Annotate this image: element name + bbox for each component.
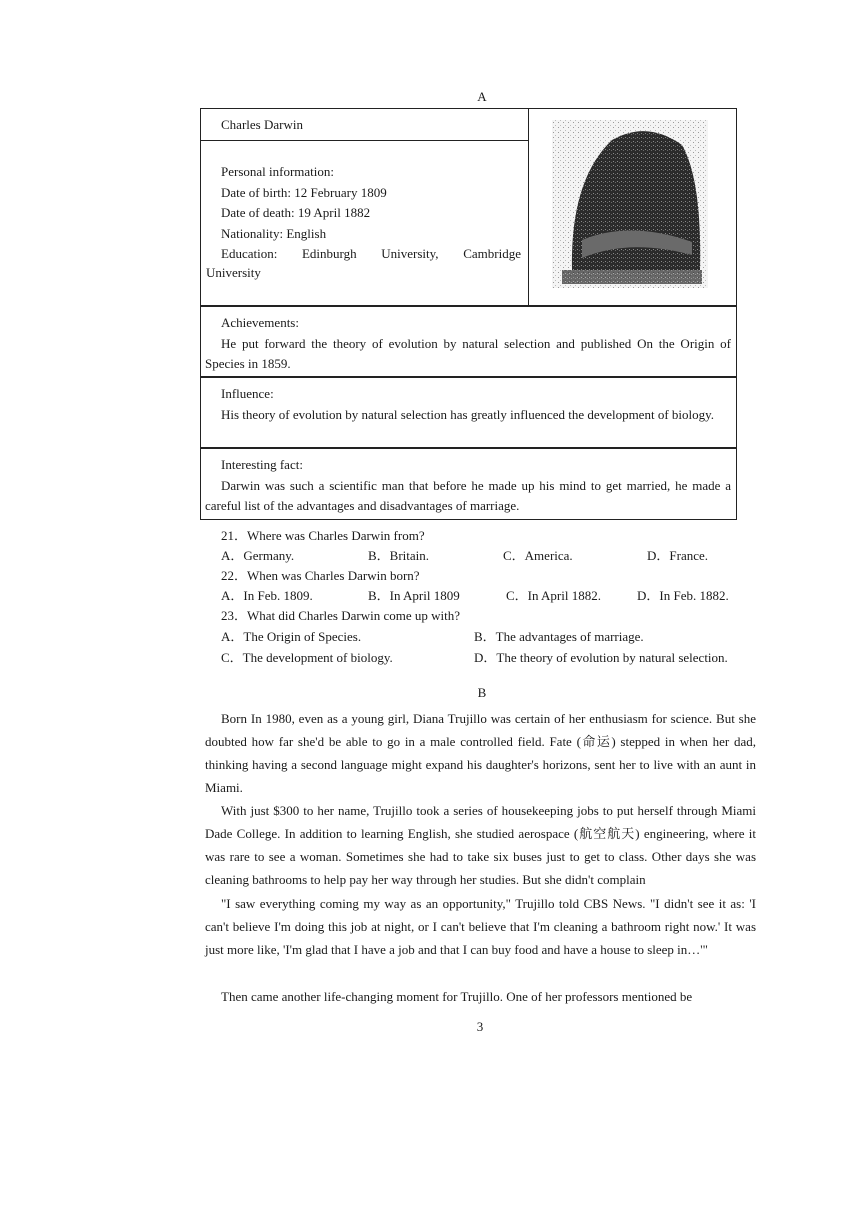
passage-paragraph-2 xyxy=(205,799,756,891)
q23-option-c: C．The development of biology. xyxy=(221,650,393,665)
card-name: Charles Darwin xyxy=(221,117,303,132)
q22-option-c: C．In April 1882. xyxy=(506,588,601,603)
q22-option-b: B．In April 1809 xyxy=(368,588,460,603)
influence-heading: Influence: xyxy=(221,386,274,401)
personal-heading: Personal information: xyxy=(221,164,335,179)
paragraph-3-text: "I saw everything coming my way as an opportunity," Trujillo told CBS News. "I didn't see it as: 'I can't believe I'm doing this job at night, or I can't believe that I'm cleaning a bathroom right now.' It was just more like, 'I'm glad that I have a job and that I can buy food and have a house to sleep in…'" xyxy=(205,896,756,957)
q23-option-a: A．The Origin of Species. xyxy=(221,629,362,644)
fact-text: Darwin was such a scientific man that before he made up his mind to get married, he made a careful list of the advantages and disadvantages of marriage. xyxy=(205,477,731,513)
paragraph-1-text: Born In 1980, even as a young girl, Diana Trujillo was certain of her enthusiasm for science. But she doubted how far she'd be able to go in a male controlled field. Fate (命运) stepped in when her dad, thinking having a second language might expand his daughter's horizons, sent her to live with an aunt in Miami. xyxy=(205,711,756,795)
q21-option-b: B．Britain. xyxy=(368,548,430,563)
fact-heading: Interesting fact: xyxy=(221,457,303,472)
influence-text: His theory of evolution by natural selection has greatly influenced the development of biology. xyxy=(221,406,715,422)
section-b-letter: B xyxy=(477,685,487,700)
nationality: Nationality: English xyxy=(221,225,327,241)
paragraph-2-text: With just $300 to her name, Trujillo took a series of housekeeping jobs to put herself through Miami Dade College. In addition to learning English, she studied aerospace (航空航天) engineering, where it was rare to see a woman. Sometimes she had to take six buses just to get to class. Other days she was cleaning bathrooms to help pay her way through her studies. But she didn't complain xyxy=(205,803,756,887)
education-value-3: Cambridge xyxy=(463,246,521,261)
question-22-stem: 22．When was Charles Darwin born? xyxy=(221,568,420,583)
q23-option-b: B．The advantages of marriage. xyxy=(474,629,644,644)
achievements-text: He put forward the theory of evolution by natural selection and published On the Origin of Species in 1859. xyxy=(205,335,731,371)
achievements-heading: Achievements: xyxy=(221,315,299,330)
education-value-4: University xyxy=(206,265,261,280)
education-value-1: Edinburgh xyxy=(301,246,357,261)
achievements-section xyxy=(205,313,731,375)
darwin-portrait-image xyxy=(552,120,708,288)
page-number: 3 xyxy=(476,1019,484,1034)
passage-paragraph-4 xyxy=(205,985,756,1008)
death-date: Date of death: 19 April 1882 xyxy=(221,205,371,220)
passage-paragraph-1 xyxy=(205,707,756,799)
education-label: Education: xyxy=(221,246,278,261)
section-a-letter: A xyxy=(477,89,487,104)
question-21-stem: 21．Where was Charles Darwin from? xyxy=(221,528,425,543)
fact-section xyxy=(205,455,731,517)
birth-date: Date of birth: 12 February 1809 xyxy=(221,184,387,200)
q22-option-d: D．In Feb. 1882. xyxy=(637,588,729,603)
personal-info xyxy=(221,162,526,265)
q21-option-a: A．Germany. xyxy=(221,548,295,563)
q21-option-c: C．America. xyxy=(503,548,573,563)
education-value-2: University, xyxy=(381,246,439,261)
paragraph-4-text: Then came another life-changing moment for Trujillo. One of her professors mentioned be xyxy=(221,989,693,1004)
question-23-stem: 23．What did Charles Darwin come up with? xyxy=(221,608,460,623)
q21-option-d: D．France. xyxy=(647,548,709,563)
passage-paragraph-3 xyxy=(205,892,756,961)
influence-section xyxy=(205,384,731,425)
q22-option-a: A．In Feb. 1809. xyxy=(221,588,313,603)
q23-option-d: D．The theory of evolution by natural selection. xyxy=(474,650,728,665)
education-row xyxy=(221,244,521,265)
